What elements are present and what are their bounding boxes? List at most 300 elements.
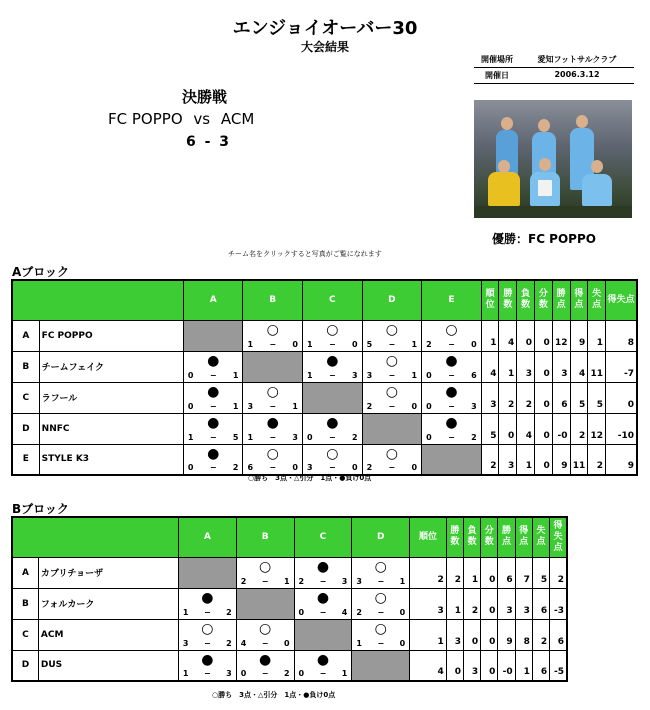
block-a-result-cell	[183, 351, 243, 382]
loss-dot-icon: ●	[207, 445, 220, 462]
block-a-stat-cell: 4	[481, 351, 499, 382]
score-dash: −	[377, 576, 385, 586]
block-a-stat-cell: 8	[606, 320, 637, 351]
block-a-column-header-d: D	[362, 280, 422, 320]
block-b-team-name-cell	[38, 588, 178, 619]
block-a-stat-cell: -7	[606, 351, 637, 382]
block-b-stat-cell: 0	[481, 588, 498, 619]
score-dash: −	[388, 370, 396, 380]
final-team2: ACM	[220, 110, 255, 128]
block-b-stat-cell: 2	[446, 557, 463, 588]
block-b-stat-cell: 1	[515, 650, 532, 681]
goals-against: 3	[226, 669, 232, 678]
block-b-stat-cell: -5	[550, 650, 567, 681]
block-a-stat-header: 負数	[517, 280, 535, 320]
score-dash: −	[203, 669, 211, 678]
block-a-result-cell	[243, 320, 303, 351]
final-match	[108, 110, 254, 128]
block-b-stat-cell: 2	[463, 588, 480, 619]
block-b-result-cell	[352, 588, 410, 619]
goals-against: 0	[399, 607, 406, 617]
goals-against: 0	[399, 638, 406, 648]
block-b-stat-header: 順位	[410, 517, 447, 557]
block-b-team-name-cell	[38, 557, 178, 588]
block-a-stat-cell: 0	[535, 351, 553, 382]
block-a-column-header-a: A	[183, 280, 243, 320]
block-b-team-name-link[interactable]: ACM	[40, 629, 64, 640]
block-a-stat-cell: 11	[570, 444, 588, 475]
goals-against: 2	[351, 432, 358, 442]
block-a-stat-header: 失点	[588, 280, 606, 320]
block-b-result-cell	[352, 619, 410, 650]
block-b-stat-cell: 0	[446, 650, 463, 681]
block-b-row-key: D	[12, 650, 38, 681]
goals-against: 0	[292, 339, 298, 349]
goals-for: 2	[356, 607, 362, 617]
block-b-stat-cell: 7	[515, 557, 532, 588]
loss-dot-icon: ●	[316, 589, 330, 606]
final-score: 6 - 3	[186, 134, 232, 150]
goals-for: 3	[307, 463, 313, 472]
score-dash: −	[203, 638, 211, 648]
block-a-self-match-cell	[243, 351, 303, 382]
win-circle-icon: ○	[266, 445, 279, 462]
score-dash: −	[319, 607, 327, 617]
block-a-stat-cell: 0	[517, 320, 535, 351]
goals-for: 0	[187, 463, 194, 472]
block-a-team-row	[12, 444, 637, 475]
loss-dot-icon: ●	[316, 651, 330, 668]
block-a-stat-cell: 1	[481, 320, 499, 351]
block-a-stat-cell: 0	[535, 320, 553, 351]
block-a-column-header-e: E	[422, 280, 482, 320]
final-label: 決勝戦	[182, 88, 228, 106]
block-a-self-match-cell	[303, 382, 363, 413]
block-a-stat-cell: 2	[481, 444, 499, 475]
page-title: エンジョイオーバー30	[232, 18, 418, 39]
block-a-stat-cell: 5	[588, 382, 606, 413]
block-a-stat-cell: 0	[535, 413, 553, 444]
goals-for: 1	[307, 370, 313, 380]
block-a-team-name-link[interactable]: FC POPPO	[41, 330, 93, 341]
block-a-result-cell	[362, 444, 422, 475]
block-b-stat-cell: 3	[410, 588, 447, 619]
loss-dot-icon: ●	[201, 589, 214, 606]
block-a-stat-cell: 1	[588, 320, 606, 351]
block-b-stat-cell: 5	[532, 557, 549, 588]
goals-against: 0	[351, 339, 358, 349]
score-dash: −	[209, 370, 217, 380]
final-team1: FC POPPO	[108, 110, 183, 128]
score-dash: −	[448, 432, 455, 442]
block-a-stat-cell: 3	[481, 382, 499, 413]
block-a-stat-cell: 2	[517, 382, 535, 413]
block-a-row-key: C	[12, 382, 39, 413]
block-a-stat-cell: 3	[552, 351, 570, 382]
block-b-team-row	[12, 557, 567, 588]
win-circle-icon: ○	[385, 383, 398, 400]
goals-against: 2	[232, 463, 239, 472]
block-a-stat-header: 得点	[570, 280, 588, 320]
win-circle-icon: ○	[374, 558, 387, 575]
block-b-stat-header: 勝点	[498, 517, 515, 557]
goals-for: 2	[240, 576, 247, 586]
block-b-stat-cell: 3	[515, 588, 532, 619]
goals-against: 0	[411, 463, 418, 472]
score-dash: −	[269, 463, 277, 472]
block-b-stat-header: 得点	[515, 517, 532, 557]
block-b-team-name-link[interactable]: カブリチョーザ	[40, 569, 104, 579]
block-a-team-name-cell	[39, 320, 183, 351]
goals-against: 2	[226, 638, 232, 648]
loss-dot-icon: ●	[201, 651, 214, 668]
block-b-stat-cell: 3	[463, 650, 480, 681]
win-circle-icon: ○	[326, 321, 339, 338]
loss-dot-icon: ●	[259, 651, 272, 668]
block-a-row-key: A	[12, 320, 39, 351]
goals-for: 1	[182, 607, 189, 617]
goals-for: 3	[247, 401, 254, 411]
block-b-result-cell	[178, 619, 236, 650]
block-a-result-cell	[183, 413, 243, 444]
block-a-stat-cell: 9	[552, 444, 570, 475]
score-dash: −	[388, 401, 396, 411]
block-a-column-header-b: B	[243, 280, 303, 320]
block-a-team-name-link[interactable]: NNFC	[41, 423, 70, 434]
block-a-stat-cell: -0	[552, 413, 570, 444]
block-a-team-name-cell	[39, 444, 183, 475]
goals-against: 5	[232, 432, 239, 442]
block-a-stat-cell: 9	[570, 320, 588, 351]
block-a-stat-header: 分数	[535, 280, 553, 320]
goals-against: 0	[471, 339, 477, 349]
block-b-stat-cell: 3	[498, 588, 515, 619]
block-a-stat-cell: 3	[517, 351, 535, 382]
loss-dot-icon: ●	[207, 383, 220, 400]
win-circle-icon: ○	[445, 321, 458, 338]
block-a-result-cell	[422, 382, 482, 413]
block-a-stat-header: 得失点	[606, 280, 637, 320]
block-a-stat-cell: 5	[481, 413, 499, 444]
loss-dot-icon: ●	[445, 383, 458, 400]
loss-dot-icon: ●	[207, 352, 220, 369]
block-a-stat-cell: 0	[535, 382, 553, 413]
block-a-result-cell	[303, 320, 363, 351]
goals-against: 1	[411, 339, 418, 349]
block-a-stat-cell: 2	[588, 444, 606, 475]
block-b-result-cell	[236, 650, 294, 681]
block-b-stat-cell: 6	[532, 588, 549, 619]
block-a-result-cell	[243, 413, 303, 444]
block-a-team-name-cell	[39, 351, 183, 382]
block-b-stat-header: 失点	[532, 517, 549, 557]
win-circle-icon: ○	[374, 589, 387, 606]
block-a-result-cell	[303, 413, 363, 444]
date-value: 2006.3.12	[554, 70, 600, 79]
block-b-label: Bブロック	[12, 502, 69, 516]
block-a-stat-cell: 0	[535, 444, 553, 475]
block-a-team-name-link[interactable]: ラフール	[41, 394, 78, 404]
block-a-stat-cell: 12	[552, 320, 570, 351]
goals-against: 3	[341, 576, 348, 586]
block-b-stat-cell: 1	[463, 557, 480, 588]
win-circle-icon: ○	[266, 321, 279, 338]
block-a-team-name-cell	[39, 413, 183, 444]
goals-for: 0	[240, 669, 247, 678]
block-a-stat-cell: 9	[606, 444, 637, 475]
block-b-stat-header: 勝数	[446, 517, 463, 557]
block-a-result-cell	[362, 382, 422, 413]
block-a-stat-cell: 0	[606, 382, 637, 413]
block-a-result-cell	[422, 351, 482, 382]
loss-dot-icon: ●	[445, 352, 458, 369]
block-a-team-row	[12, 320, 637, 351]
block-a-stat-header: 順位	[481, 280, 499, 320]
loss-dot-icon: ●	[326, 414, 339, 431]
score-dash: −	[209, 432, 217, 442]
final-vs: vs	[193, 110, 211, 128]
block-b-legend: ○勝ち 3点・△引分 1点・●負け0点	[212, 691, 336, 699]
goals-against: 3	[351, 370, 358, 380]
block-b-result-cell	[178, 650, 236, 681]
goals-for: 0	[426, 370, 432, 380]
block-a-stat-cell: -10	[606, 413, 637, 444]
block-b-self-match-cell	[236, 588, 294, 619]
block-b-stat-cell: 0	[481, 557, 498, 588]
goals-against: 1	[411, 370, 418, 380]
page-subtitle: 大会結果	[300, 40, 349, 54]
block-a-stat-cell: 2	[499, 382, 517, 413]
block-b-team-name-link[interactable]: フォルカーク	[40, 600, 95, 610]
goals-against: 0	[351, 463, 358, 472]
goals-for: 5	[366, 339, 373, 349]
block-b-stat-header: 得失点	[550, 517, 567, 557]
goals-for: 3	[356, 576, 362, 586]
block-b-result-cell	[294, 557, 352, 588]
win-circle-icon: ○	[259, 558, 272, 575]
goals-against: 1	[232, 401, 239, 411]
win-circle-icon: ○	[385, 445, 398, 462]
block-b-row-key: A	[12, 557, 38, 588]
block-a-column-header-c: C	[303, 280, 363, 320]
goals-for: 0	[426, 401, 432, 411]
goals-for: 1	[187, 432, 194, 442]
goals-for: 0	[187, 401, 194, 411]
block-b-result-cell	[294, 650, 352, 681]
block-a-stat-cell: 5	[570, 382, 588, 413]
goals-for: 1	[182, 669, 189, 678]
score-dash: −	[261, 576, 269, 586]
block-b-self-match-cell	[294, 619, 352, 650]
score-dash: −	[377, 607, 385, 617]
goals-against: 1	[399, 576, 406, 586]
block-b-stat-cell: 2	[532, 619, 549, 650]
block-b-stat-cell: 6	[532, 650, 549, 681]
block-a-stat-header: 勝点	[552, 280, 570, 320]
block-a-stat-cell: 4	[570, 351, 588, 382]
block-b-stat-cell: 2	[410, 557, 447, 588]
venue-info	[474, 52, 634, 84]
block-a-result-cell	[362, 351, 422, 382]
goals-for: 1	[247, 339, 254, 349]
block-b-stat-cell: 8	[515, 619, 532, 650]
score-dash: −	[377, 638, 385, 648]
loss-dot-icon: ●	[316, 558, 330, 575]
win-circle-icon: ○	[201, 620, 214, 637]
block-a-team-row	[12, 413, 637, 444]
block-a-row-key: D	[12, 413, 39, 444]
score-dash: −	[209, 401, 217, 411]
win-circle-icon: ○	[266, 383, 279, 400]
block-a-result-cell	[362, 320, 422, 351]
block-b-result-cell	[236, 619, 294, 650]
score-dash: −	[448, 401, 455, 411]
winner-team-photo	[474, 100, 632, 218]
block-b-corner-cell	[12, 517, 178, 557]
block-b-column-header-a: A	[178, 517, 236, 557]
block-a-stat-cell: 3	[499, 444, 517, 475]
goals-against: 3	[292, 432, 298, 442]
block-b-column-header-c: C	[294, 517, 352, 557]
goals-for: 0	[298, 669, 305, 678]
goals-against: 1	[341, 669, 348, 678]
block-b-team-row	[12, 650, 567, 681]
block-a-result-cell	[243, 444, 303, 475]
block-a-team-name-link[interactable]: STYLE K3	[41, 454, 90, 465]
block-a-stat-cell: 0	[499, 413, 517, 444]
block-a-stat-header: 勝数	[499, 280, 517, 320]
goals-for: 3	[182, 638, 189, 648]
block-b-table	[11, 516, 568, 682]
goals-against: 1	[283, 576, 290, 586]
block-b-stat-header: 負数	[463, 517, 480, 557]
block-a-result-cell	[183, 444, 243, 475]
block-b-stat-cell: 0	[481, 619, 498, 650]
score-dash: −	[261, 638, 269, 648]
block-a-corner-cell	[12, 280, 183, 320]
block-a-legend: ○勝ち 3点・△引分 1点・●負け0点	[248, 474, 372, 482]
goals-for: 6	[247, 463, 254, 472]
score-dash: −	[388, 339, 396, 349]
block-a-stat-cell: 12	[588, 413, 606, 444]
block-a-row-key: E	[12, 444, 39, 475]
block-a-team-name-link[interactable]: チームフェイク	[41, 363, 105, 373]
block-b-row-key: C	[12, 619, 38, 650]
win-circle-icon: ○	[326, 445, 339, 462]
loss-dot-icon: ●	[326, 352, 339, 369]
block-b-stat-cell: 3	[446, 619, 463, 650]
goals-for: 2	[298, 576, 305, 586]
goals-against: 1	[232, 370, 239, 380]
block-b-team-row	[12, 588, 567, 619]
venue-value: 愛知フットサルクラブ	[537, 55, 617, 64]
winner-label: 優勝：FC POPPO	[492, 232, 596, 246]
block-b-stat-cell: 2	[550, 557, 567, 588]
goals-for: 0	[426, 432, 432, 442]
block-a-team-row	[12, 351, 637, 382]
block-a-result-cell	[303, 351, 363, 382]
score-dash: −	[328, 432, 336, 442]
win-circle-icon: ○	[259, 620, 272, 637]
block-b-row-key: B	[12, 588, 38, 619]
block-b-stat-cell: 9	[498, 619, 515, 650]
goals-for: 1	[307, 339, 313, 349]
block-a-result-cell	[303, 444, 363, 475]
loss-dot-icon: ●	[207, 414, 220, 431]
goals-for: 0	[298, 607, 305, 617]
block-b-stat-cell: 0	[463, 619, 480, 650]
score-dash: −	[203, 607, 211, 617]
goals-against: 0	[411, 401, 418, 411]
block-a-self-match-cell	[362, 413, 422, 444]
block-b-team-row	[12, 619, 567, 650]
goals-for: 0	[307, 432, 313, 442]
goals-against: 2	[471, 432, 477, 442]
block-b-stat-cell: 1	[446, 588, 463, 619]
block-b-team-name-cell	[38, 650, 178, 681]
block-a-stat-cell: 2	[570, 413, 588, 444]
block-b-result-cell	[236, 557, 294, 588]
score-dash: −	[328, 339, 336, 349]
goals-for: 2	[426, 339, 432, 349]
goals-against: 1	[292, 401, 298, 411]
loss-dot-icon: ●	[445, 414, 458, 431]
goals-against: 3	[471, 401, 477, 411]
score-dash: −	[328, 463, 336, 472]
block-b-stat-header: 分数	[481, 517, 498, 557]
block-b-stat-cell: 6	[550, 619, 567, 650]
block-a-header-row	[12, 280, 637, 320]
score-dash: −	[261, 669, 269, 678]
block-b-result-cell	[352, 557, 410, 588]
block-a-stat-cell: 1	[517, 444, 535, 475]
goals-for: 3	[366, 370, 373, 380]
block-a-result-cell	[422, 320, 482, 351]
block-b-result-cell	[294, 588, 352, 619]
goals-against: 4	[341, 607, 348, 617]
block-a-stat-cell: 4	[499, 320, 517, 351]
score-dash: −	[448, 339, 455, 349]
block-b-team-name-cell	[38, 619, 178, 650]
block-a-self-match-cell	[183, 320, 243, 351]
goals-for: 2	[366, 463, 373, 472]
score-dash: −	[319, 576, 327, 586]
block-b-team-name-link[interactable]: DUS	[40, 660, 63, 671]
block-a-team-row	[12, 382, 637, 413]
block-a-self-match-cell	[422, 444, 482, 475]
block-a-table	[11, 279, 638, 476]
score-dash: −	[269, 401, 277, 411]
goals-against: 2	[283, 669, 290, 678]
win-circle-icon: ○	[374, 620, 387, 637]
block-a-stat-cell: 1	[499, 351, 517, 382]
score-dash: −	[319, 669, 327, 678]
block-b-stat-cell: 4	[410, 650, 447, 681]
block-b-result-cell	[178, 588, 236, 619]
goals-against: 2	[226, 607, 232, 617]
block-a-stat-cell: 4	[517, 413, 535, 444]
goals-for: 1	[356, 638, 362, 648]
block-b-header-row	[12, 517, 567, 557]
block-b-column-header-d: D	[352, 517, 410, 557]
block-b-stat-cell: 0	[481, 650, 498, 681]
block-a-result-cell	[243, 382, 303, 413]
block-a-stat-cell: 6	[552, 382, 570, 413]
block-b-stat-cell: -0	[498, 650, 515, 681]
score-dash: −	[328, 370, 336, 380]
block-b-stat-cell: 1	[410, 619, 447, 650]
block-a-team-name-cell	[39, 382, 183, 413]
